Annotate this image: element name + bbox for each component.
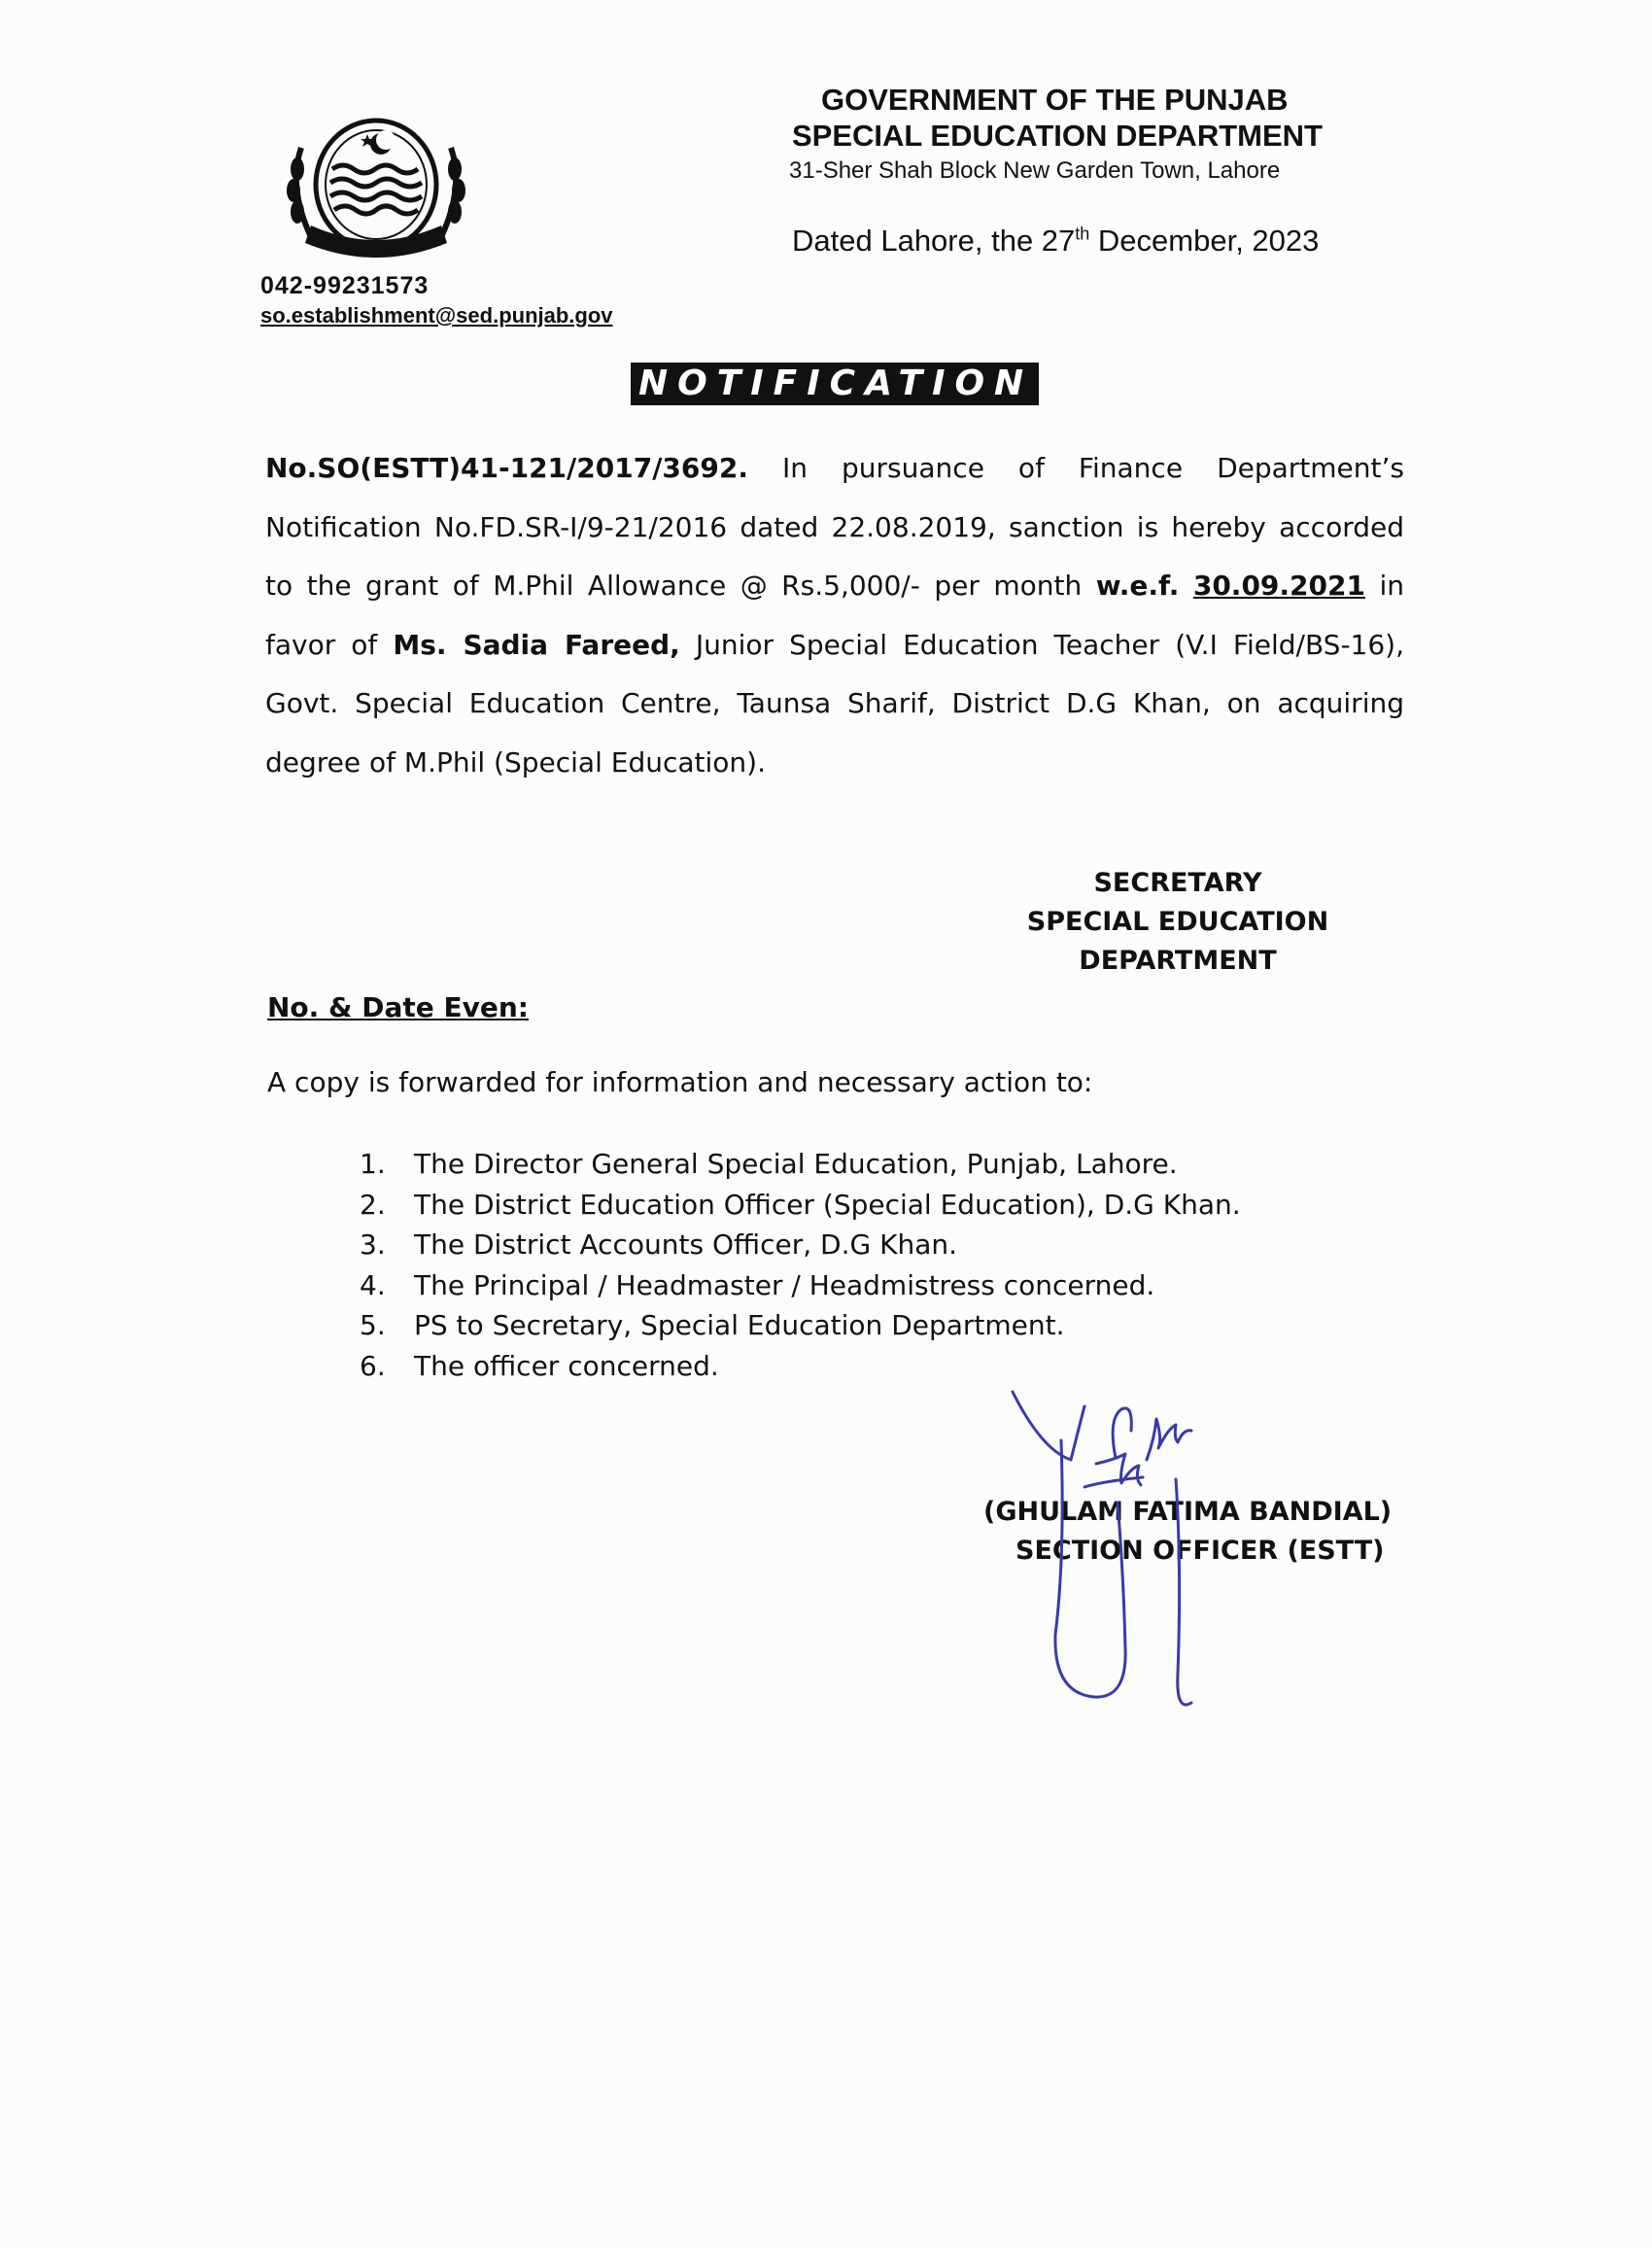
notification-body: No.SO(ESTT)41-121/2017/3692. In pursuance of Finance Department’s Notification No.FD.SR-I/9-21/2016 dated 22.08.2019, sanction is hereby accorded to the grant of M.Phil Allowance @ Rs.5,000/- per month w.e.f. 30.09.2021 in favor of Ms. Sadia Fareed, Junior Special Education Teacher (V.I Field/BS-16), Govt. Special Education Centre, Taunsa Sharif, District D.G Khan, on acquiring degree of M.Phil (Special Education). [265, 452, 1405, 778]
punjab-government-logo [272, 109, 481, 269]
list-item: 3. The District Accounts Officer, D.G Khan. [360, 1228, 958, 1261]
government-name: GOVERNMENT OF THE PUNJAB [821, 83, 1289, 117]
signatory-designation: SECTION OFFICER (ESTT) [1015, 1536, 1385, 1566]
list-item: 6. The officer concerned. [360, 1349, 719, 1382]
secretary-title: SECRETARY [1093, 868, 1262, 898]
list-item: 1. The Director General Special Education, Punjab, Lahore. [360, 1148, 1178, 1180]
notification-title: NOTIFICATION [631, 363, 1039, 405]
phone-number: 042-99231573 [260, 272, 430, 299]
beneficiary-name: Ms. Sadia Fareed, [393, 628, 680, 661]
secretary-department-line2: DEPARTMENT [1079, 946, 1277, 976]
email-address: so.establishment@sed.punjab.gov [260, 303, 613, 328]
signatory-name: (GHULAM FATIMA BANDIAL) [983, 1497, 1393, 1527]
distribution-list [360, 1144, 1241, 1386]
effective-date: 30.09.2021 [1192, 570, 1365, 602]
department-address: 31-Sher Shah Block New Garden Town, Lahore [789, 157, 1281, 184]
list-item: 4. The Principal / Headmaster / Headmistress concerned. [360, 1268, 1155, 1301]
reference-number: No.SO(ESTT)41-121/2017/3692. [265, 452, 748, 484]
secretary-department-line1: SPECIAL EDUCATION [1026, 907, 1329, 937]
endorsement-intro: A copy is forwarded for information and necessary action to: [267, 1066, 1093, 1098]
document-date: Dated Lahore, the 27th December, 2023 [792, 224, 1320, 258]
department-name: SPECIAL EDUCATION DEPARTMENT [792, 119, 1323, 153]
wef-label: w.e.f. [1095, 570, 1180, 602]
handwritten-signature [1001, 1382, 1292, 1712]
endorsement-heading: No. & Date Even: [267, 991, 529, 1023]
list-item: 5. PS to Secretary, Special Education Department. [360, 1309, 1065, 1341]
list-item: 2. The District Education Officer (Special Education), D.G Khan. [360, 1188, 1241, 1221]
